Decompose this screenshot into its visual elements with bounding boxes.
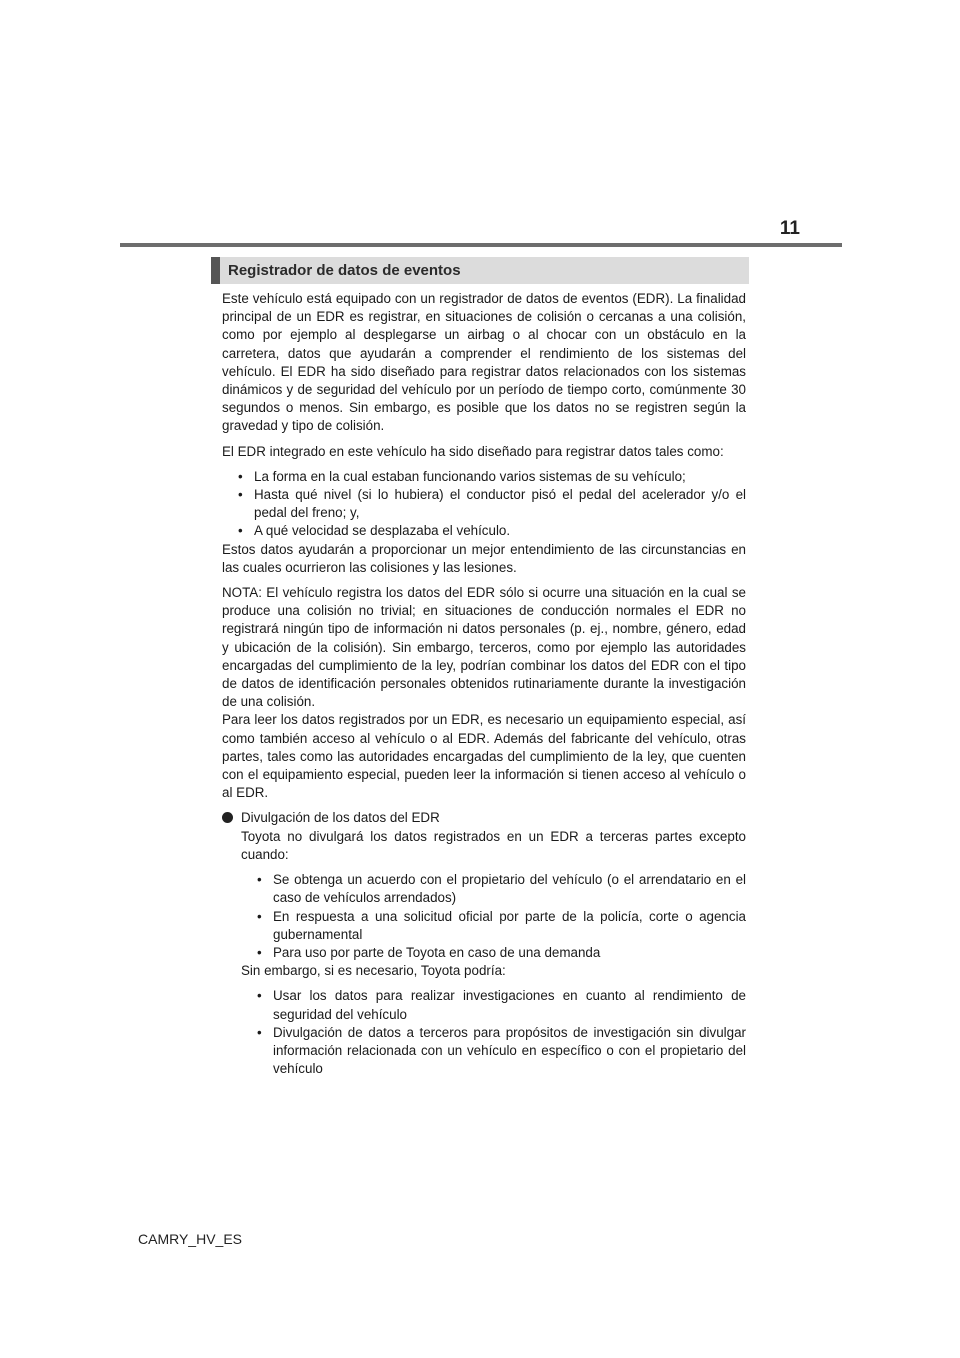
paragraph-data-purpose: Estos datos ayudarán a proporcionar un mejor entendimiento de las circunstancias en las cuales ocurrieron las colisiones y las lesiones.: [222, 541, 746, 575]
page-number: 11: [779, 218, 800, 239]
filled-circle-icon: [222, 812, 233, 823]
list-item: • Usar los datos para realizar investigaciones en cuanto al rendimiento de seguridad del vehículo: [257, 988, 746, 1022]
list-item: • La forma en la cual estaban funcionando varios sistemas de su vehículo;: [222, 468, 746, 486]
bullet-icon: •: [257, 944, 262, 960]
disclosure-section: [222, 828, 746, 1079]
header-rule: [120, 243, 842, 247]
list-item: • Se obtenga un acuerdo con el propietario del vehículo (o el arrendatario en el caso de vehículos arrendados): [257, 872, 746, 906]
bullet-icon: •: [257, 988, 262, 1004]
list-item: • A qué velocidad se desplazaba el vehículo.: [222, 522, 746, 540]
bullet-icon: •: [238, 468, 243, 484]
disclosure-intro: Toyota no divulgará los datos registrados en un EDR a terceras partes excepto cuando:: [241, 828, 746, 862]
section-heading: Registrador de datos de eventos: [211, 257, 749, 284]
content-body: [222, 290, 746, 1085]
paragraph-edr-records: El EDR integrado en este vehículo ha sido diseñado para registrar datos tales como:: [222, 443, 724, 459]
paragraph-reading-data: Para leer los datos registrados por un EDR, es necesario un equipamiento especial, así como también acceso al vehículo o al EDR. Además del fabricante del vehículo, otras partes, tales como las autoridades encargadas del cumplimiento de la ley, que cuenten con el equipamiento especial, pueden leer la información si tienen acceso al vehículo o al EDR.: [222, 712, 746, 801]
list-item: • Divulgación de datos a terceros para propósitos de investigación sin divulgar información relacionada con un vehículo en específico o con el propietario del vehículo: [257, 1024, 746, 1077]
disclosure-however: Sin embargo, si es necesario, Toyota podría:: [241, 963, 506, 979]
bullet-icon: •: [257, 872, 262, 888]
list-item: • Para uso por parte de Toyota en caso de una demanda: [241, 944, 746, 962]
disclosure-heading: [222, 809, 746, 827]
bullet-icon: •: [257, 908, 262, 924]
bullet-icon: •: [238, 523, 243, 539]
disclosure-conditions-list: [241, 871, 746, 962]
paragraph-intro: Este vehículo está equipado con un registrador de datos de eventos (EDR). La finalidad principal de un EDR es registrar, en situaciones de colisión o cercanas a una colisión, como por ejemplo al desplegarse un airbag o al chocar con un obstáculo en la carretera, datos que ayudarán a comprender el rendimiento de los sistemas del vehículo. El EDR ha sido diseñado para registrar datos relacionados con los sistemas dinámicos y de seguridad del vehículo por un período de tiempo corto, comúnmente 30 segundos o menos. Sin embargo, es posible que los datos no se registren según la gravedad y tipo de colisión.: [222, 291, 746, 434]
list-item: • Hasta qué nivel (si lo hubiera) el conductor pisó el pedal del acelerador y/o el pedal del freno; y,: [238, 487, 746, 521]
bullet-icon: •: [257, 1024, 262, 1040]
paragraph-note: NOTA: El vehículo registra los datos del EDR sólo si ocurre una situación en la cual se produce una colisión no trivial; en situaciones de conducción normales el EDR no registrará ningún tipo de información ni datos personales (p. ej., nombre, género, edad y ubicación de la colisión). Sin embargo, terceros, como por ejemplo las autoridades encargadas del cumplimiento de la ley, podrían combinar los datos del EDR con el tipo de datos de identificación personales obtenidos rutinariamente durante la investigación de una colisión.: [222, 585, 746, 710]
bullet-icon: •: [238, 487, 243, 503]
disclosure-title: Divulgación de los datos del EDR: [241, 810, 440, 826]
toyota-may-list: [241, 987, 746, 1078]
recorded-data-list: [222, 468, 746, 541]
footer-document-code: CAMRY_HV_ES: [138, 1231, 243, 1247]
list-item: • En respuesta a una solicitud oficial por parte de la policía, corte o agencia gubernamental: [257, 908, 746, 942]
